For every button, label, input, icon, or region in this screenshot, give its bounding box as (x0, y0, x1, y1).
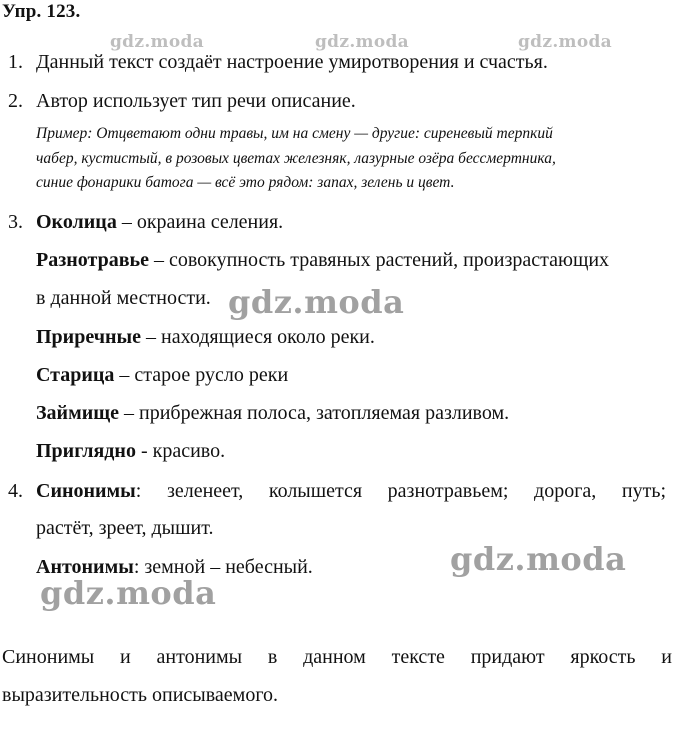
item-number: 4. (8, 480, 23, 502)
example-line: Пример: Отцветают одни травы, им на смену — другие: сиреневый терпкий (36, 125, 553, 142)
conclusion-line: Синонимы и антонимы в данном тексте придают яркость и (2, 646, 672, 668)
definition-line (36, 248, 609, 272)
conclusion-line: выразительность описываемого. (2, 684, 279, 706)
item-number: 3. (8, 211, 23, 233)
item-number: 1. (8, 51, 23, 73)
antonyms-text: : земной – небесный. (133, 556, 313, 578)
item-number: 2. (8, 90, 23, 112)
definition-line (36, 363, 288, 387)
definition-text: – совокупность травяных растений, произрастающих (148, 249, 610, 271)
definition-term: Займище (36, 402, 119, 424)
item-text: Автор использует тип речи описание. (36, 90, 356, 112)
watermark: gdz.moda (40, 574, 217, 612)
synonyms-text: : зеленеет, колышется разнотравьем; дорога, путь; (135, 480, 666, 502)
definition-line (36, 286, 211, 310)
definition-text: – старое русло реки (114, 364, 289, 386)
definition-line (36, 401, 509, 425)
synonyms-line: растёт, зреет, дышит. (36, 517, 214, 539)
synonyms-term: Синонимы (36, 480, 136, 502)
definition-line (36, 210, 283, 234)
definition-text: – находящиеся около реки. (141, 326, 375, 348)
watermark: gdz.moda (518, 32, 612, 52)
example-line: чабер, кустистый, в розовых цветах железняк, лазурные озёра бессмертника, (36, 150, 556, 167)
definition-text: в данной местности. (36, 287, 211, 309)
synonyms-line (36, 479, 666, 503)
definition-text: – прибрежная полоса, затопляемая разливом. (119, 402, 510, 424)
definition-term: Старица (36, 364, 115, 386)
example-line: синие фонарики батога — всё это рядом: запах, зелень и цвет. (36, 174, 455, 191)
item-text: Данный текст создаёт настроение умиротворения и счастья. (36, 51, 548, 73)
definition-term: Приглядно (36, 440, 136, 462)
exercise-title: Упр. 123. (2, 1, 81, 22)
definition-term: Приречные (36, 326, 141, 348)
definition-text: – окраина селения. (116, 211, 284, 233)
antonyms-term: Антонимы (36, 556, 134, 578)
watermark: gdz.moda (450, 540, 627, 578)
definition-line (36, 439, 225, 463)
definition-term: Околица (36, 211, 117, 233)
watermark: gdz.moda (228, 283, 405, 321)
definition-line (36, 325, 375, 349)
watermark: gdz.moda (315, 32, 409, 52)
definition-text: - красиво. (135, 440, 226, 462)
watermark: gdz.moda (110, 32, 204, 52)
definition-term: Разнотравье (36, 249, 149, 271)
